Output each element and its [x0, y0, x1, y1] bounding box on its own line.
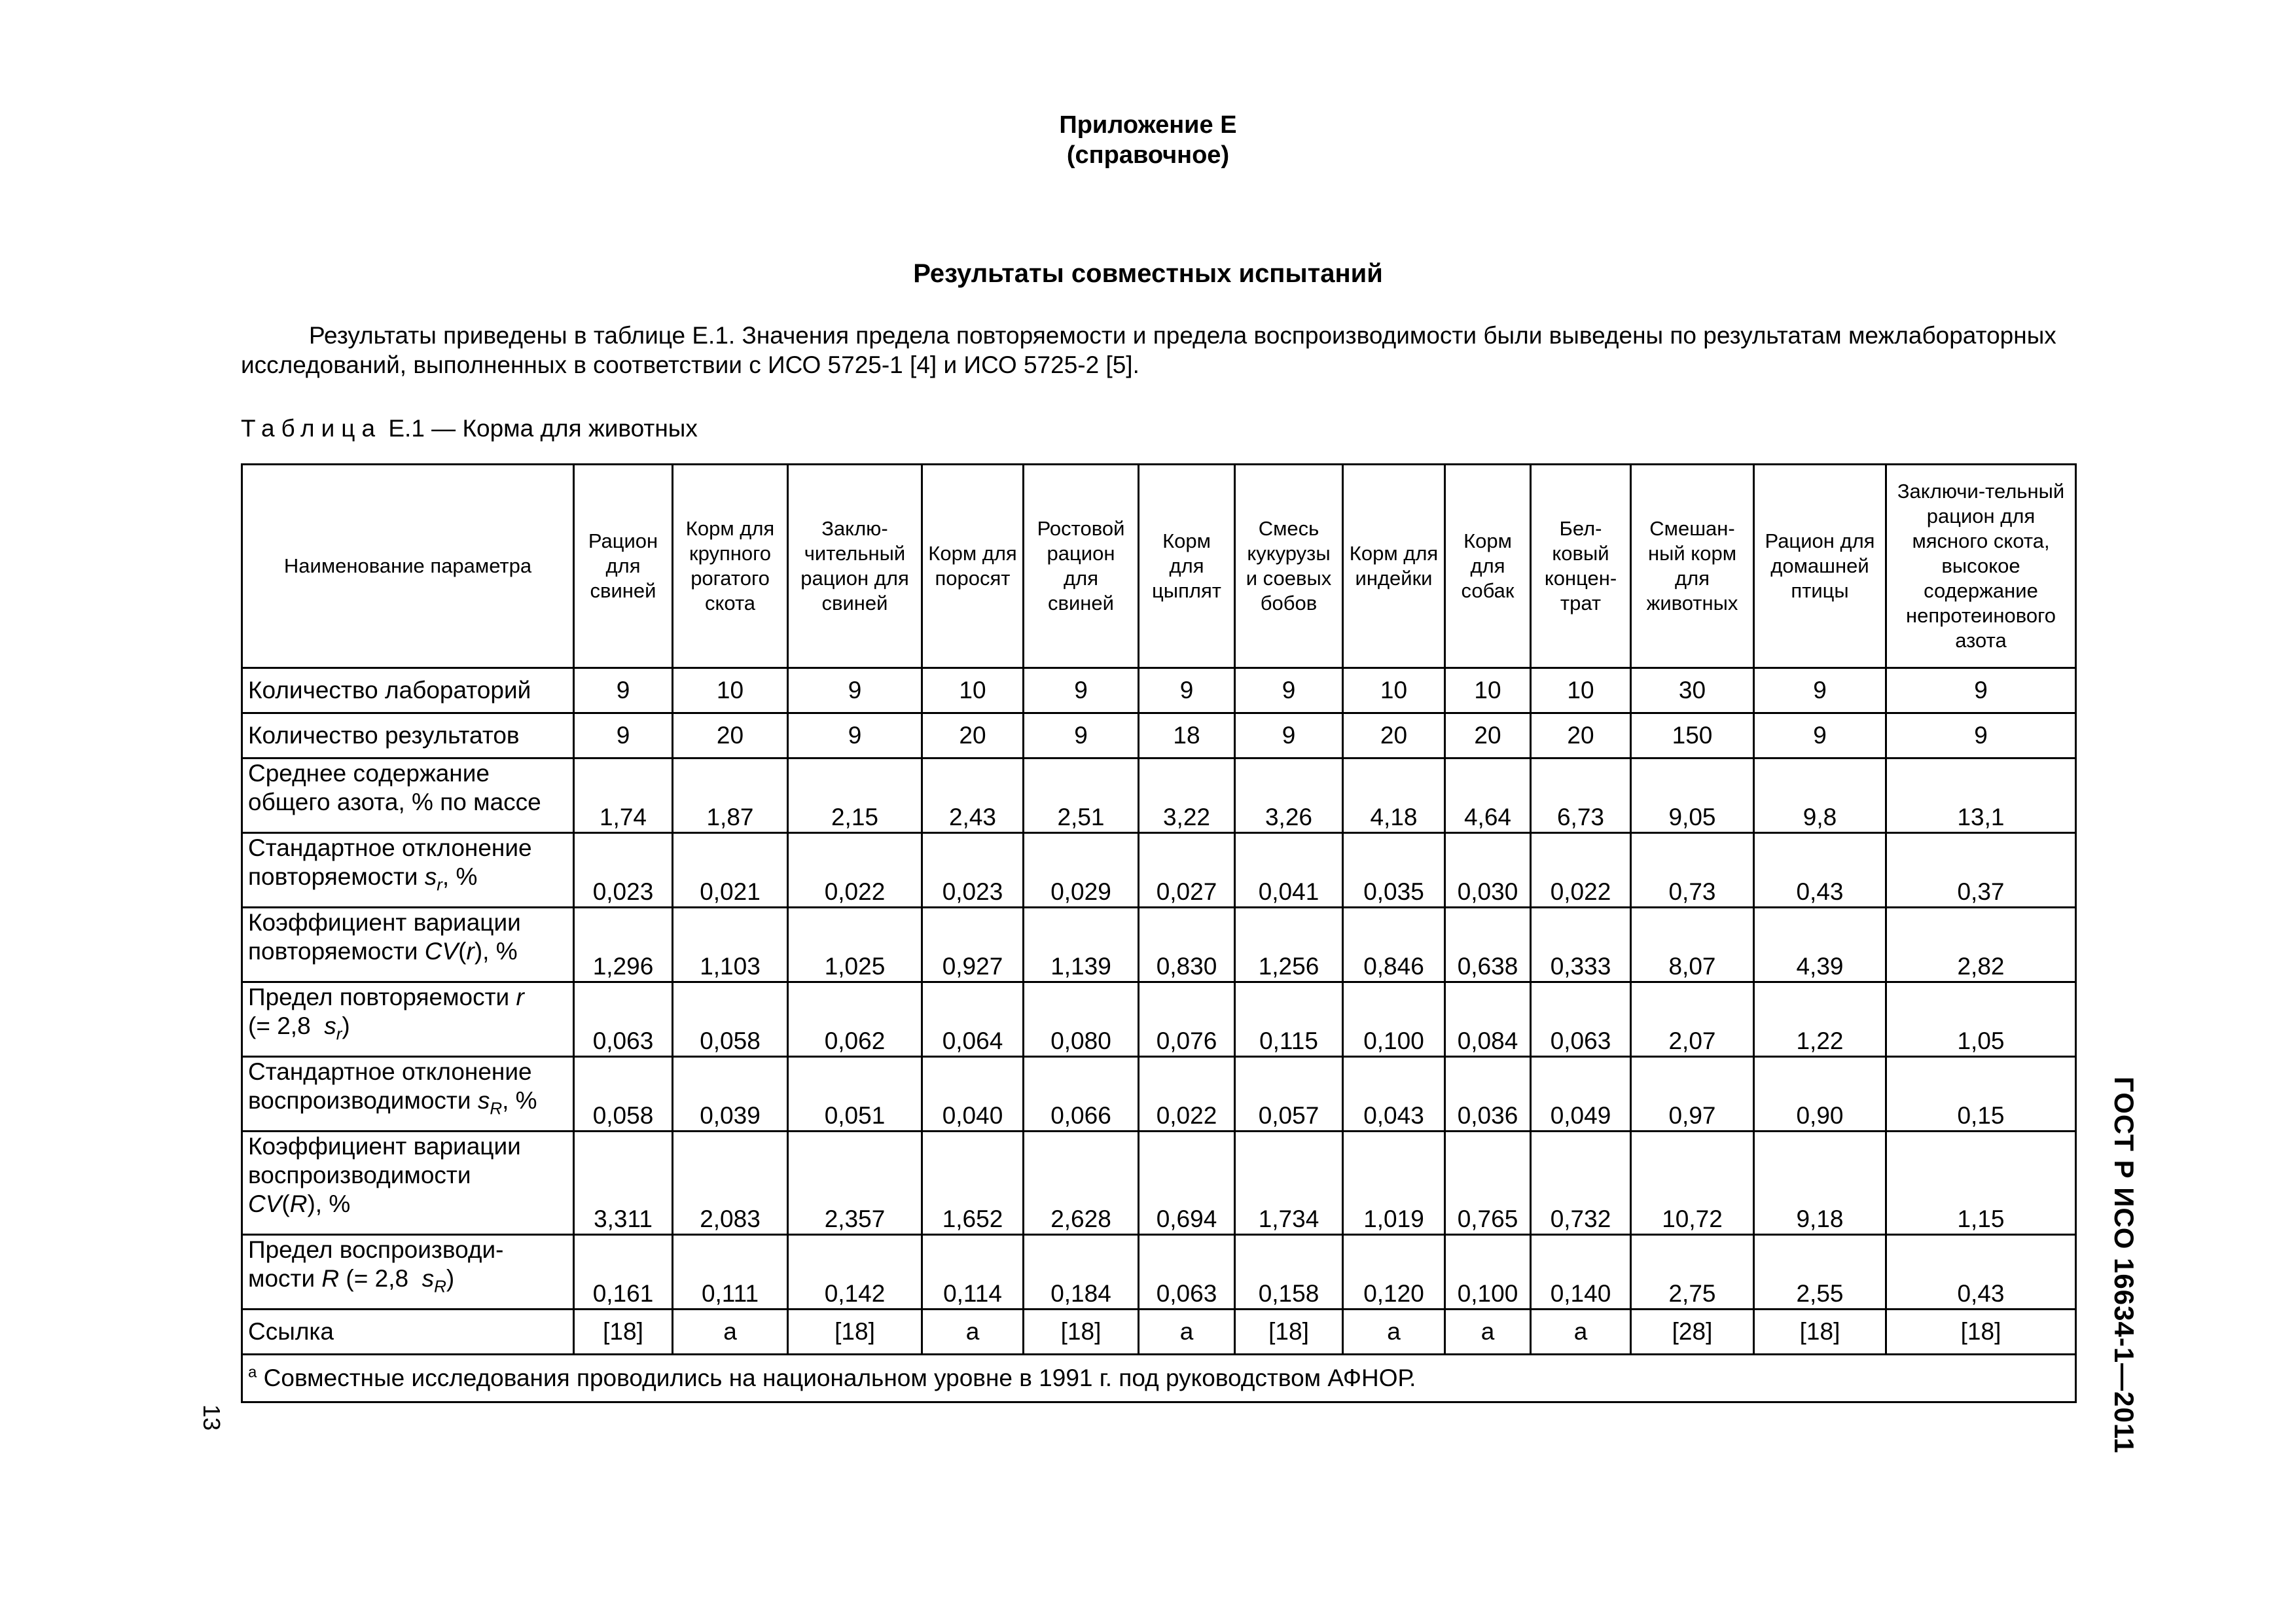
intro-paragraph: Результаты приведены в таблице Е.1. Значения предела повторяемости и предела воспроизводимости были выведены по результатам межлабораторных исследований, выполненных в соответствии с ИСО 5725-1 [4] и ИСО 5725-2 [5]. — [241, 322, 2056, 378]
table-cell: [18] — [574, 1310, 673, 1355]
table-cell: a — [922, 1310, 1024, 1355]
table-cell: 0,021 — [673, 833, 788, 908]
table-cell: 150 — [1631, 713, 1754, 758]
table-cell: 2,357 — [788, 1132, 922, 1235]
header-cell: Наименование параметра — [242, 465, 574, 668]
table-cell: 1,025 — [788, 908, 922, 982]
row-label-line: ( — [458, 938, 467, 965]
table-cell: 20 — [1531, 713, 1631, 758]
table-row — [242, 1235, 2076, 1310]
table-cell: 1,05 — [1886, 982, 2076, 1057]
table-cell: 0,115 — [1235, 982, 1343, 1057]
symbol: R — [289, 1190, 308, 1217]
row-label-line: ) — [446, 1265, 455, 1292]
footnote-text: Совместные исследования проводились на национальном уровне в 1991 г. под руководством АФНОР. — [263, 1364, 1416, 1391]
table-caption — [241, 414, 698, 443]
table-cell: 20 — [673, 713, 788, 758]
table-cell: [18] — [1235, 1310, 1343, 1355]
row-label: Ссылка — [242, 1310, 574, 1355]
row-label — [242, 982, 574, 1057]
table-cell: 2,75 — [1631, 1235, 1754, 1310]
table-cell: 0,063 — [1139, 1235, 1235, 1310]
row-label — [242, 1057, 574, 1132]
header-cell: Корм для цыплят — [1139, 465, 1235, 668]
table-cell: a — [1343, 1310, 1445, 1355]
table-cell: 0,161 — [574, 1235, 673, 1310]
table-cell: 1,256 — [1235, 908, 1343, 982]
table-cell: 0,927 — [922, 908, 1024, 982]
table-cell: [18] — [1024, 1310, 1139, 1355]
table-cell: 10 — [673, 668, 788, 713]
table-cell: 9 — [1754, 713, 1886, 758]
table-cell: 0,846 — [1343, 908, 1445, 982]
row-label — [242, 758, 574, 833]
table-cell: 0,064 — [922, 982, 1024, 1057]
table-cell: 0,030 — [1445, 833, 1531, 908]
table-cell: 0,97 — [1631, 1057, 1754, 1132]
row-label-line: воспроизводимости — [248, 1162, 471, 1188]
table-cell: a — [673, 1310, 788, 1355]
table-cell: 2,083 — [673, 1132, 788, 1235]
table-cell: 0,114 — [922, 1235, 1024, 1310]
row-label-line: Предел воспроизводи- — [248, 1236, 504, 1263]
table-cell: 0,076 — [1139, 982, 1235, 1057]
table-cell: 10 — [1445, 668, 1531, 713]
table-cell: 0,73 — [1631, 833, 1754, 908]
table-cell: 2,43 — [922, 758, 1024, 833]
table-row — [242, 668, 2076, 713]
row-label-line: Стандартное отклонение — [248, 1058, 532, 1085]
table-cell: 1,019 — [1343, 1132, 1445, 1235]
table-cell: 0,051 — [788, 1057, 922, 1132]
table-cell: 1,652 — [922, 1132, 1024, 1235]
table-cell: 2,628 — [1024, 1132, 1139, 1235]
symbol: r — [516, 984, 524, 1010]
table-cell: 9 — [574, 713, 673, 758]
row-label-line: ) — [342, 1012, 350, 1039]
symbol-subscript: r — [437, 874, 442, 895]
table-cell: 20 — [922, 713, 1024, 758]
table-cell: 0,120 — [1343, 1235, 1445, 1310]
table-cell: 9,18 — [1754, 1132, 1886, 1235]
table-cell: 9 — [1754, 668, 1886, 713]
header-cell: Ростовой рацион для свиней — [1024, 465, 1139, 668]
table-cell: [18] — [788, 1310, 922, 1355]
table-cell: 1,87 — [673, 758, 788, 833]
row-label-line: ), % — [307, 1190, 351, 1217]
table-cell: 0,062 — [788, 982, 922, 1057]
table-row — [242, 982, 2076, 1057]
row-label-line: Предел повторяемости — [248, 984, 516, 1010]
table-cell: 0,022 — [788, 833, 922, 908]
appendix-heading — [0, 110, 2296, 170]
row-label: Количество лабораторий — [242, 668, 574, 713]
table-cell: 9 — [788, 668, 922, 713]
table-cell: 3,311 — [574, 1132, 673, 1235]
table-cell: 2,51 — [1024, 758, 1139, 833]
appendix-type: (справочное) — [1066, 141, 1230, 169]
table-cell: 0,063 — [574, 982, 673, 1057]
table-cell: 8,07 — [1631, 908, 1754, 982]
table-cell: 10,72 — [1631, 1132, 1754, 1235]
table-cell: 0,43 — [1754, 833, 1886, 908]
table-cell: 9 — [1235, 713, 1343, 758]
table-cell: 0,90 — [1754, 1057, 1886, 1132]
table-cell: 0,058 — [574, 1057, 673, 1132]
symbol: CV — [248, 1190, 282, 1217]
row-label-line: , % — [442, 863, 478, 890]
table-row — [242, 1310, 2076, 1355]
row-label-line: Коэффициент вариации — [248, 909, 521, 936]
table-cell: 3,26 — [1235, 758, 1343, 833]
row-label-line: повторяемости — [248, 938, 425, 965]
table-cell: 10 — [1343, 668, 1445, 713]
table-cell: 9 — [574, 668, 673, 713]
header-cell: Корм для поросят — [922, 465, 1024, 668]
table-cell: 0,049 — [1531, 1057, 1631, 1132]
table-cell: 1,296 — [574, 908, 673, 982]
header-cell: Смесь кукурузы и соевых бобов — [1235, 465, 1343, 668]
table-cell: 0,638 — [1445, 908, 1531, 982]
row-label-line: общего азота, % по массе — [248, 789, 541, 815]
footnote-mark: a — [248, 1363, 257, 1382]
table-cell: 2,07 — [1631, 982, 1754, 1057]
symbol: s — [477, 1087, 490, 1114]
table-cell: 10 — [1531, 668, 1631, 713]
table-row — [242, 1132, 2076, 1235]
row-label: Количество результатов — [242, 713, 574, 758]
table-cell: 0,100 — [1445, 1235, 1531, 1310]
table-cell: 6,73 — [1531, 758, 1631, 833]
table-cell: 0,023 — [922, 833, 1024, 908]
table-caption-label: Таблица — [241, 415, 382, 442]
table-cell: a — [1445, 1310, 1531, 1355]
table-footnote — [242, 1355, 2076, 1402]
table-row — [242, 833, 2076, 908]
table-cell: [18] — [1754, 1310, 1886, 1355]
row-label-line: мости — [248, 1265, 322, 1292]
symbol: s — [422, 1265, 435, 1292]
table-cell: [28] — [1631, 1310, 1754, 1355]
table-cell: 0,029 — [1024, 833, 1139, 908]
table-cell: 0,333 — [1531, 908, 1631, 982]
table-cell: 9,8 — [1754, 758, 1886, 833]
table-cell: 2,82 — [1886, 908, 2076, 982]
symbol-subscript: R — [490, 1098, 503, 1118]
symbol: r — [466, 938, 475, 965]
table-cell: 9 — [1886, 668, 2076, 713]
table-cell: 0,040 — [922, 1057, 1024, 1132]
table-cell: 4,39 — [1754, 908, 1886, 982]
table-cell: 20 — [1445, 713, 1531, 758]
symbol: s — [424, 863, 437, 890]
table-cell: 0,37 — [1886, 833, 2076, 908]
table-cell: 1,139 — [1024, 908, 1139, 982]
appendix-title: Приложение Е — [1059, 111, 1237, 139]
table-cell: 0,022 — [1139, 1057, 1235, 1132]
table-cell: 1,15 — [1886, 1132, 2076, 1235]
row-label — [242, 908, 574, 982]
table-cell: 10 — [922, 668, 1024, 713]
table-cell: 0,035 — [1343, 833, 1445, 908]
table-cell: 0,140 — [1531, 1235, 1631, 1310]
table-cell: 1,22 — [1754, 982, 1886, 1057]
table-cell: 0,057 — [1235, 1057, 1343, 1132]
table-cell: 9 — [1886, 713, 2076, 758]
header-cell: Корм для крупного рогатого скота — [673, 465, 788, 668]
row-label-line: воспроизводимости — [248, 1087, 478, 1114]
symbol: R — [321, 1265, 340, 1292]
table-cell: 9 — [1235, 668, 1343, 713]
table-cell: 0,063 — [1531, 982, 1631, 1057]
row-label-line: ), % — [474, 938, 518, 965]
table-cell: 0,080 — [1024, 982, 1139, 1057]
header-cell: Рацион для свиней — [574, 465, 673, 668]
table-cell: 0,036 — [1445, 1057, 1531, 1132]
table-cell: 2,15 — [788, 758, 922, 833]
table-cell: 9 — [788, 713, 922, 758]
table-cell: 9 — [1139, 668, 1235, 713]
table-cell: 0,830 — [1139, 908, 1235, 982]
table-cell: 0,041 — [1235, 833, 1343, 908]
table-cell: 0,111 — [673, 1235, 788, 1310]
row-label — [242, 833, 574, 908]
symbol: CV — [424, 938, 459, 965]
table-cell: 0,043 — [1343, 1057, 1445, 1132]
table-cell: 0,100 — [1343, 982, 1445, 1057]
table-header-row — [242, 465, 2076, 668]
table-cell: 0,158 — [1235, 1235, 1343, 1310]
table-cell: 0,023 — [574, 833, 673, 908]
section-title: Результаты совместных испытаний — [913, 259, 1383, 288]
table-cell: 0,022 — [1531, 833, 1631, 908]
table-caption-text: Е.1 — Корма для животных — [388, 415, 698, 442]
table-cell: 2,55 — [1754, 1235, 1886, 1310]
table-cell: 18 — [1139, 713, 1235, 758]
table-cell: 30 — [1631, 668, 1754, 713]
table-cell: 0,694 — [1139, 1132, 1235, 1235]
table-cell: a — [1531, 1310, 1631, 1355]
table-cell: 1,734 — [1235, 1132, 1343, 1235]
table-cell: 20 — [1343, 713, 1445, 758]
table-cell: 13,1 — [1886, 758, 2076, 833]
table-row — [242, 758, 2076, 833]
row-label — [242, 1132, 574, 1235]
page-number: 13 — [198, 1404, 225, 1431]
table-row — [242, 1057, 2076, 1132]
header-cell: Заклю-чительный рацион для свиней — [788, 465, 922, 668]
row-label — [242, 1235, 574, 1310]
table-cell: 3,22 — [1139, 758, 1235, 833]
symbol-subscript: r — [336, 1024, 342, 1044]
header-cell: Заключи-тельный рацион для мясного скота, высокое содержание непротеинового азота — [1886, 465, 2076, 668]
row-label-line: (= 2,8 — [248, 1012, 325, 1039]
table-cell: 0,039 — [673, 1057, 788, 1132]
table-cell: 9 — [1024, 668, 1139, 713]
row-label-line: (= 2,8 — [339, 1265, 422, 1292]
table-row — [242, 908, 2076, 982]
table-cell: 1,103 — [673, 908, 788, 982]
table-cell: 0,732 — [1531, 1132, 1631, 1235]
header-cell: Смешан-ный корм для животных — [1631, 465, 1754, 668]
table-cell: 0,43 — [1886, 1235, 2076, 1310]
row-label-line: Коэффициент вариации — [248, 1133, 521, 1160]
table-cell: 0,142 — [788, 1235, 922, 1310]
row-label-line: Среднее содержание — [248, 760, 490, 787]
footnote-row — [242, 1355, 2076, 1402]
table-cell: 0,15 — [1886, 1057, 2076, 1132]
table-cell: 0,184 — [1024, 1235, 1139, 1310]
table-cell: 0,765 — [1445, 1132, 1531, 1235]
header-cell: Корм для индейки — [1343, 465, 1445, 668]
table-cell: 0,084 — [1445, 982, 1531, 1057]
table-cell: a — [1139, 1310, 1235, 1355]
table-cell: 0,058 — [673, 982, 788, 1057]
header-cell: Рацион для домашней птицы — [1754, 465, 1886, 668]
row-label-line: Стандартное отклонение — [248, 834, 532, 861]
table-cell: 0,027 — [1139, 833, 1235, 908]
table-cell: 9 — [1024, 713, 1139, 758]
document-code: ГОСТ Р ИСО 16634-1—2011 — [2109, 1077, 2140, 1454]
row-label-line: повторяемости — [248, 863, 425, 890]
results-table — [241, 463, 2077, 1403]
table-cell: 4,64 — [1445, 758, 1531, 833]
symbol: s — [324, 1012, 336, 1039]
table-cell: 4,18 — [1343, 758, 1445, 833]
row-label-line: , % — [502, 1087, 537, 1114]
table-row — [242, 713, 2076, 758]
table-cell: 1,74 — [574, 758, 673, 833]
table-cell: 0,066 — [1024, 1057, 1139, 1132]
table-cell: 9,05 — [1631, 758, 1754, 833]
table-cell: [18] — [1886, 1310, 2076, 1355]
row-label-line: ( — [281, 1190, 290, 1217]
header-cell: Корм для собак — [1445, 465, 1531, 668]
header-cell: Бел-ковый концен-трат — [1531, 465, 1631, 668]
symbol-subscript: R — [434, 1276, 446, 1296]
